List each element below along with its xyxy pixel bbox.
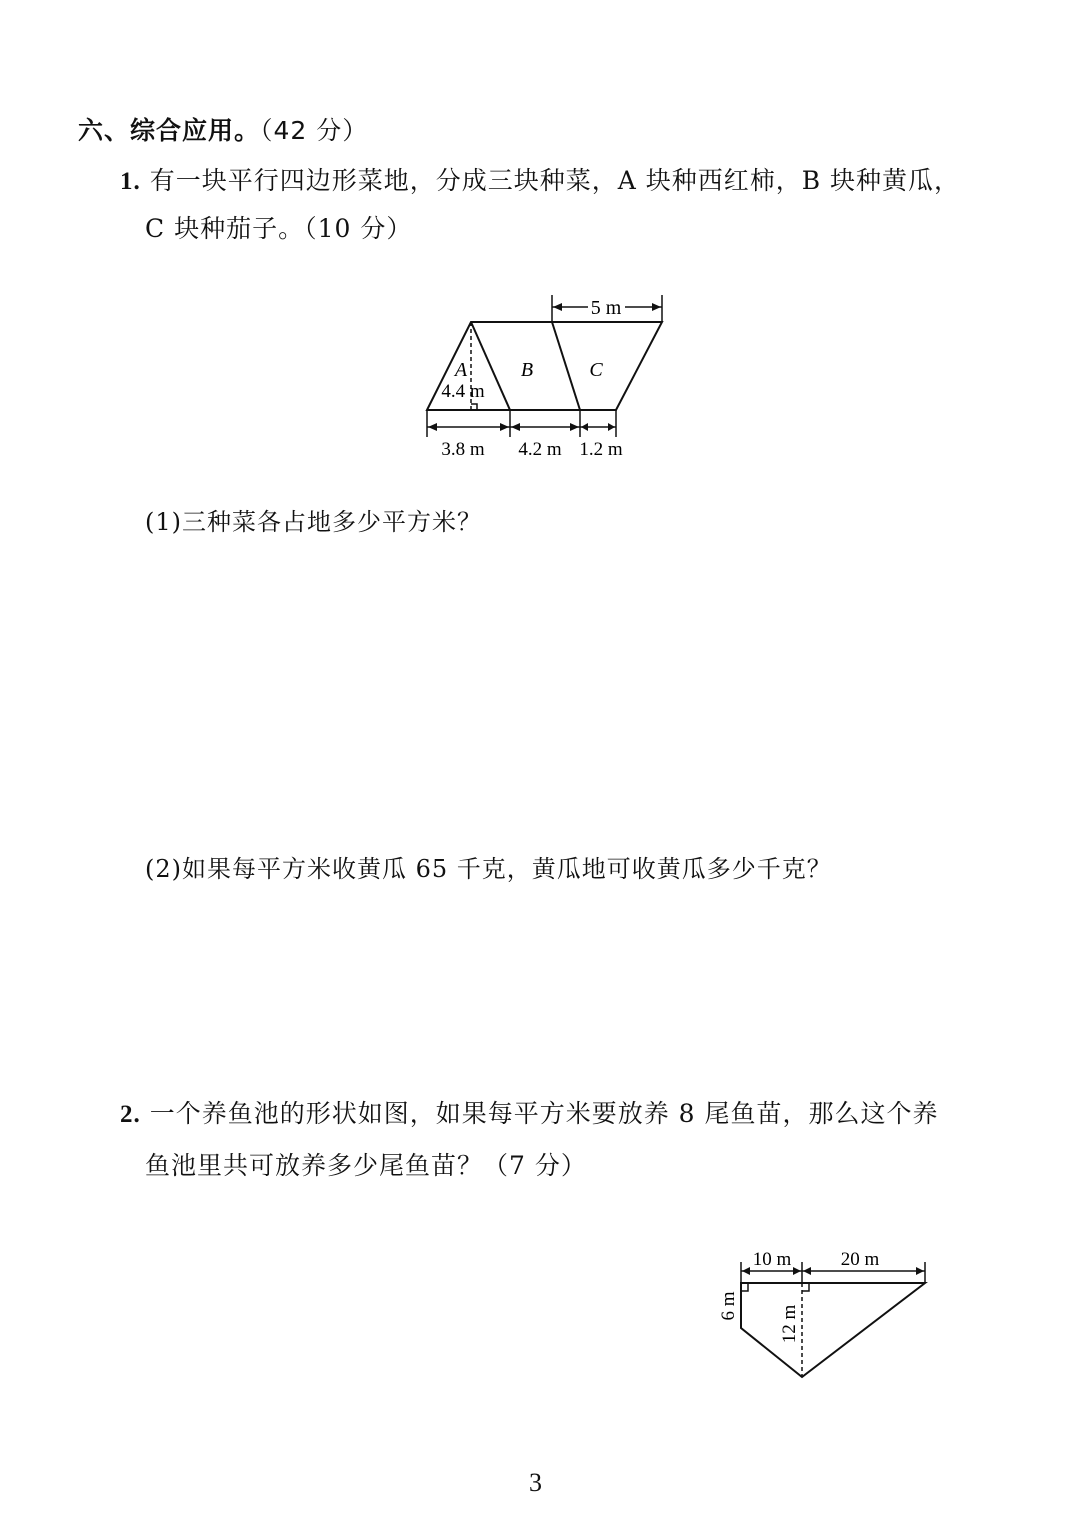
section-title: 六、综合应用。 xyxy=(78,116,261,145)
q1-line1 xyxy=(120,166,960,197)
label-region-c: C xyxy=(589,359,603,381)
label-top-10m: 10 m xyxy=(752,1249,792,1270)
q2-number: 2. xyxy=(120,1101,141,1128)
q2-figure xyxy=(715,1240,945,1390)
pond-outline xyxy=(741,1283,925,1377)
label-base-1-2m: 1.2 m xyxy=(579,439,623,460)
q1-subquestion-2: (2)如果每平方米收黄瓜 65 千克，黄瓜地可收黄瓜多少千克？ xyxy=(145,855,832,883)
q2-line1 xyxy=(120,1099,939,1130)
q1-text-line1: 有一块平行四边形菜地，分成三块种菜，A 块种西红柿，B 块种黄瓜， xyxy=(149,166,961,195)
right-angle-center xyxy=(802,1283,809,1291)
label-region-b: B xyxy=(520,359,534,381)
label-region-a: A xyxy=(454,359,468,381)
label-base-3-8m: 3.8 m xyxy=(441,439,485,460)
label-base-4-2m: 4.2 m xyxy=(518,439,562,460)
right-angle-left xyxy=(741,1283,748,1291)
divider-bc xyxy=(552,322,580,410)
q1-line2: C 块种茄子。（10 分） xyxy=(145,214,413,243)
section-heading xyxy=(78,116,368,146)
label-side-6m: 6 m xyxy=(718,1291,739,1321)
q1-subquestion-1: (1)三种菜各占地多少平方米？ xyxy=(145,508,482,536)
q1-number: 1. xyxy=(120,168,141,195)
q2-line2: 鱼池里共可放养多少尾鱼苗？（7 分） xyxy=(145,1151,587,1180)
q2-text-line1: 一个养鱼池的形状如图，如果每平方米要放养 8 尾鱼苗，那么这个养 xyxy=(149,1099,939,1128)
label-height-12m: 12 m xyxy=(779,1304,800,1344)
q1-figure xyxy=(400,285,700,465)
page-number: 3 xyxy=(529,1468,543,1497)
label-top-20m: 20 m xyxy=(840,1249,880,1270)
label-height-4-4m: 4.4 m xyxy=(441,381,485,402)
section-points: （42 分） xyxy=(260,116,369,145)
label-top-5m: 5 m xyxy=(590,297,622,319)
